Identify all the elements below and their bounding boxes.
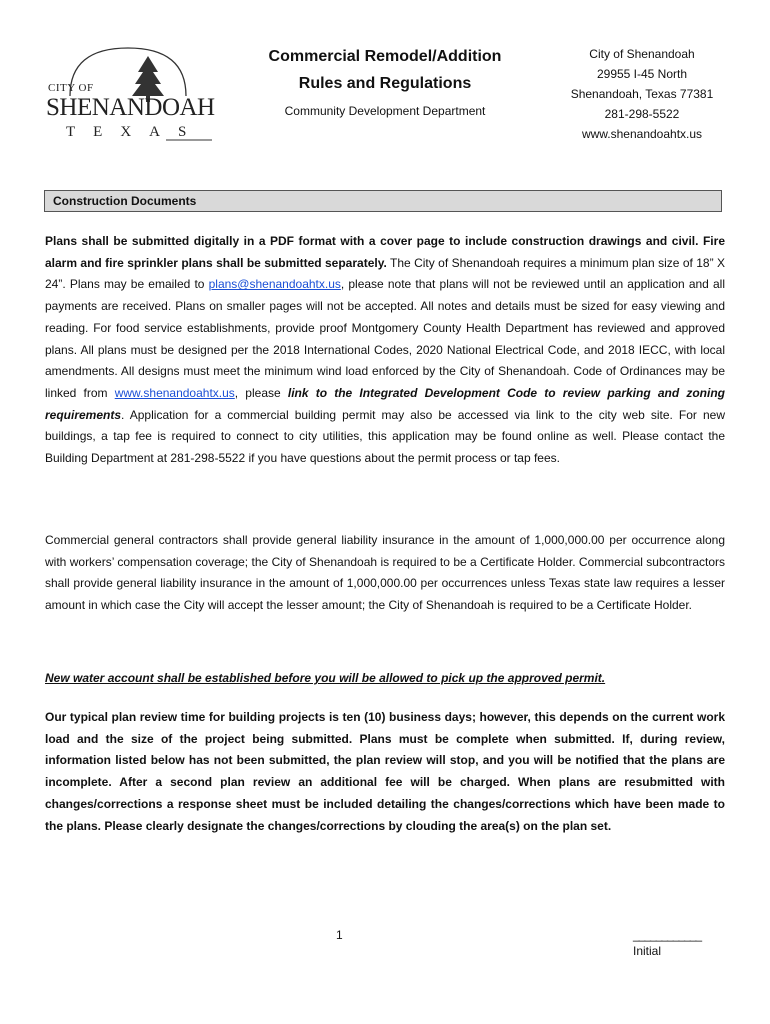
- address-city: City of Shenandoah: [589, 47, 695, 61]
- water-account-notice: [45, 668, 725, 690]
- idc-emphasis-text: link to the Integrated Development Code to review parking and zoning requirements: [45, 385, 725, 422]
- city-logo: [40, 46, 220, 146]
- address-city-state-zip: Shenandoah, Texas 77381: [570, 87, 714, 101]
- address-phone: 281-298-5522: [604, 107, 680, 121]
- logo-city-name: SHENANDOAH: [46, 94, 215, 121]
- address-website: www.shenandoahtx.us: [581, 127, 703, 141]
- pdf-requirement-text: Plans shall be submitted digitally in a PDF format with a cover page to include construction drawings and civil. Fire alarm and fire sprinkler plans shall be submitted separately.: [45, 234, 725, 270]
- title-line-2: Rules and Regulations: [298, 75, 472, 92]
- application-info-text: . Application for a commercial building permit may also be accessed via link to the city web site. For new buildings, a tap fee is required to connect to city utilities, this application may be found online as well. Please contact the Building Department at 281-298-5522 if you have questions about the permit process or tap fees.: [45, 407, 725, 466]
- section-header-construction-documents: Construction Documents: [44, 190, 722, 212]
- paragraph-submission-requirements: [45, 231, 725, 470]
- review-requirements-text: , please note that plans will not be reviewed until an application and all payments are received. Plans on smaller pages will not be accepted. All notes and details must be sized for easy viewing and reading. For food service establishments, provide proof Montgomery County Health Department has reviewed and approved plans. All plans must be designed per the 2018 International Codes, 2020 National Electrical Code, and 2018 IECC, with local amendments. All designs must meet the minimum wind load enforced by the City of Shenandoah. Code of Ordinances may be linked from: [45, 277, 725, 400]
- city-address-block: [560, 44, 724, 144]
- paragraph-plan-review-time: Our typical plan review time for building projects is ten (10) business days; however, this depends on the current work load and the size of the project being submitted. Plans must be complete when submitted. If, during review, information listed below has not been submitted, the plan review will stop, and you will be notified that the plans are incomplete. After a second plan review an additional fee will be charged. When plans are resubmitted with changes/corrections a response sheet must be included detailing the changes/corrections which have been made to the plans. Please clearly designate the changes/corrections by clouding the area(s) on the plan set.: [45, 710, 725, 833]
- paragraph-insurance: Commercial general contractors shall provide general liability insurance in the amount of 1,000,000.00 per occurrence along with workers’ compensation coverage; the City of Shenandoah is required to be a Certificate Holder. Commercial subcontractors shall provide general liability insurance in the amount of 1,000,000.00 per occurrences unless Texas state law requires a lesser amount in which case the City will accept the lesser amount; the City of Shenandoah is required to be a Certificate Holder.: [45, 533, 725, 613]
- page-number: 1: [336, 928, 343, 942]
- address-street: 29955 I-45 North: [596, 67, 688, 81]
- water-account-text: New water account shall be established before you will be allowed to pick up the approved permit.: [45, 671, 606, 685]
- document-header: [250, 44, 520, 118]
- logo-state: TEXAS: [66, 124, 205, 140]
- logo-city-of: CITY OF: [48, 82, 94, 94]
- plan-size-text: The City of Shenandoah requires a minimum plan size of 18” X 24”. Plans may be emailed to: [45, 255, 725, 292]
- title-line-1: Commercial Remodel/Addition: [268, 48, 502, 65]
- initial-signature-line: ____________: [633, 928, 702, 942]
- city-website-link[interactable]: www.shenandoahtx.us: [114, 385, 235, 400]
- department-name: Community Development Department: [284, 104, 486, 118]
- please-text: , please: [234, 385, 288, 400]
- plans-email-link[interactable]: plans@shenandoahtx.us: [208, 277, 341, 292]
- initial-label: Initial: [633, 944, 662, 958]
